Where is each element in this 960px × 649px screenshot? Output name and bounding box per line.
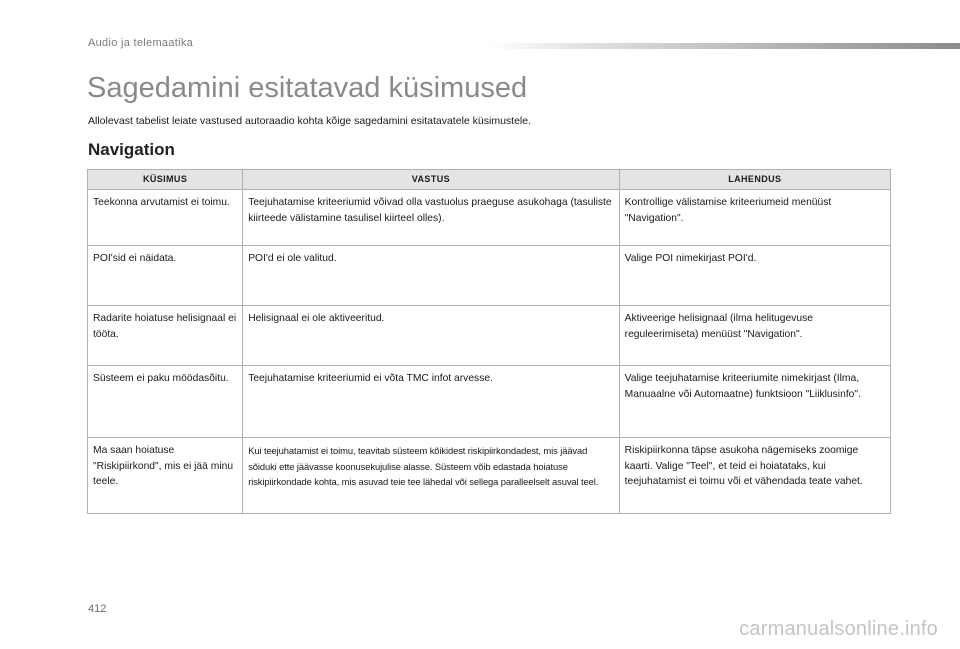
answer-cell: Teejuhatamise kriteeriumid võivad olla vastuolus praeguse asukohaga (tasuliste kiirteede välistamine tasulisel kiirteel olles).	[243, 190, 619, 246]
answer-cell: Teejuhatamise kriteeriumid ei võta TMC infot arvesse.	[243, 366, 619, 438]
watermark-link[interactable]: carmanualsonline.info	[739, 618, 938, 640]
table-row	[88, 366, 891, 438]
column-header-question: KÜSIMUS	[88, 170, 243, 190]
solution-cell: Valige POI nimekirjast POI'd.	[619, 246, 890, 306]
table-row	[88, 438, 891, 514]
question-cell: POI'sid ei näidata.	[88, 246, 243, 306]
solution-cell: Kontrollige välistamise kriteeriumeid menüüst "Navigation".	[619, 190, 890, 246]
question-cell: Süsteem ei paku möödasõitu.	[88, 366, 243, 438]
section-title: Navigation	[88, 140, 175, 159]
question-cell: Teekonna arvutamist ei toimu.	[88, 190, 243, 246]
solution-cell: Aktiveerige helisignaal (ilma helitugevuse reguleerimiseta) menüüst "Navigation".	[619, 306, 890, 366]
solution-cell: Valige teejuhatamise kriteeriumite nimekirjast (Ilma, Manuaalne või Automaatne) funktsioon "Liiklusinfo".	[619, 366, 890, 438]
answer-cell: Helisignaal ei ole aktiveeritud.	[243, 306, 619, 366]
section-header: Audio ja telemaatika	[88, 37, 194, 49]
page-number: 412	[88, 603, 107, 615]
table-row	[88, 246, 891, 306]
faq-table	[87, 169, 891, 514]
question-cell: Radarite hoiatuse helisignaal ei tööta.	[88, 306, 243, 366]
column-header-solution: LAHENDUS	[619, 170, 890, 190]
answer-cell: POI'd ei ole valitud.	[243, 246, 619, 306]
table-header-row	[88, 170, 891, 190]
solution-cell: Riskipiirkonna täpse asukoha nägemiseks zoomige kaarti. Valige "Teel", et teid ei hoiatataks, kui teejuhatamist ei toimu või et vähendada teate vahet.	[619, 438, 890, 514]
column-header-answer: VASTUS	[243, 170, 619, 190]
table-row	[88, 190, 891, 246]
answer-cell: Kui teejuhatamist ei toimu, teavitab süsteem kõikidest riskipiirkondadest, mis jäävad sõiduki ette jäävasse koonusekujulise alasse. Süsteem võib edastada hoiatuse riskipiirkondade kohta, mis asuvad teie tee lähedal või sellega paralleelselt asuval teel.	[243, 438, 619, 514]
page-title: Sagedamini esitatavad küsimused	[87, 72, 528, 104]
question-cell: Ma saan hoiatuse "Riskipiirkond", mis ei jää minu teele.	[88, 438, 243, 514]
table-row	[88, 306, 891, 366]
intro-text: Allolevast tabelist leiate vastused autoraadio kohta kõige sagedamini esitatavatele küsimustele.	[88, 115, 532, 127]
header-gradient-bar	[488, 43, 960, 49]
